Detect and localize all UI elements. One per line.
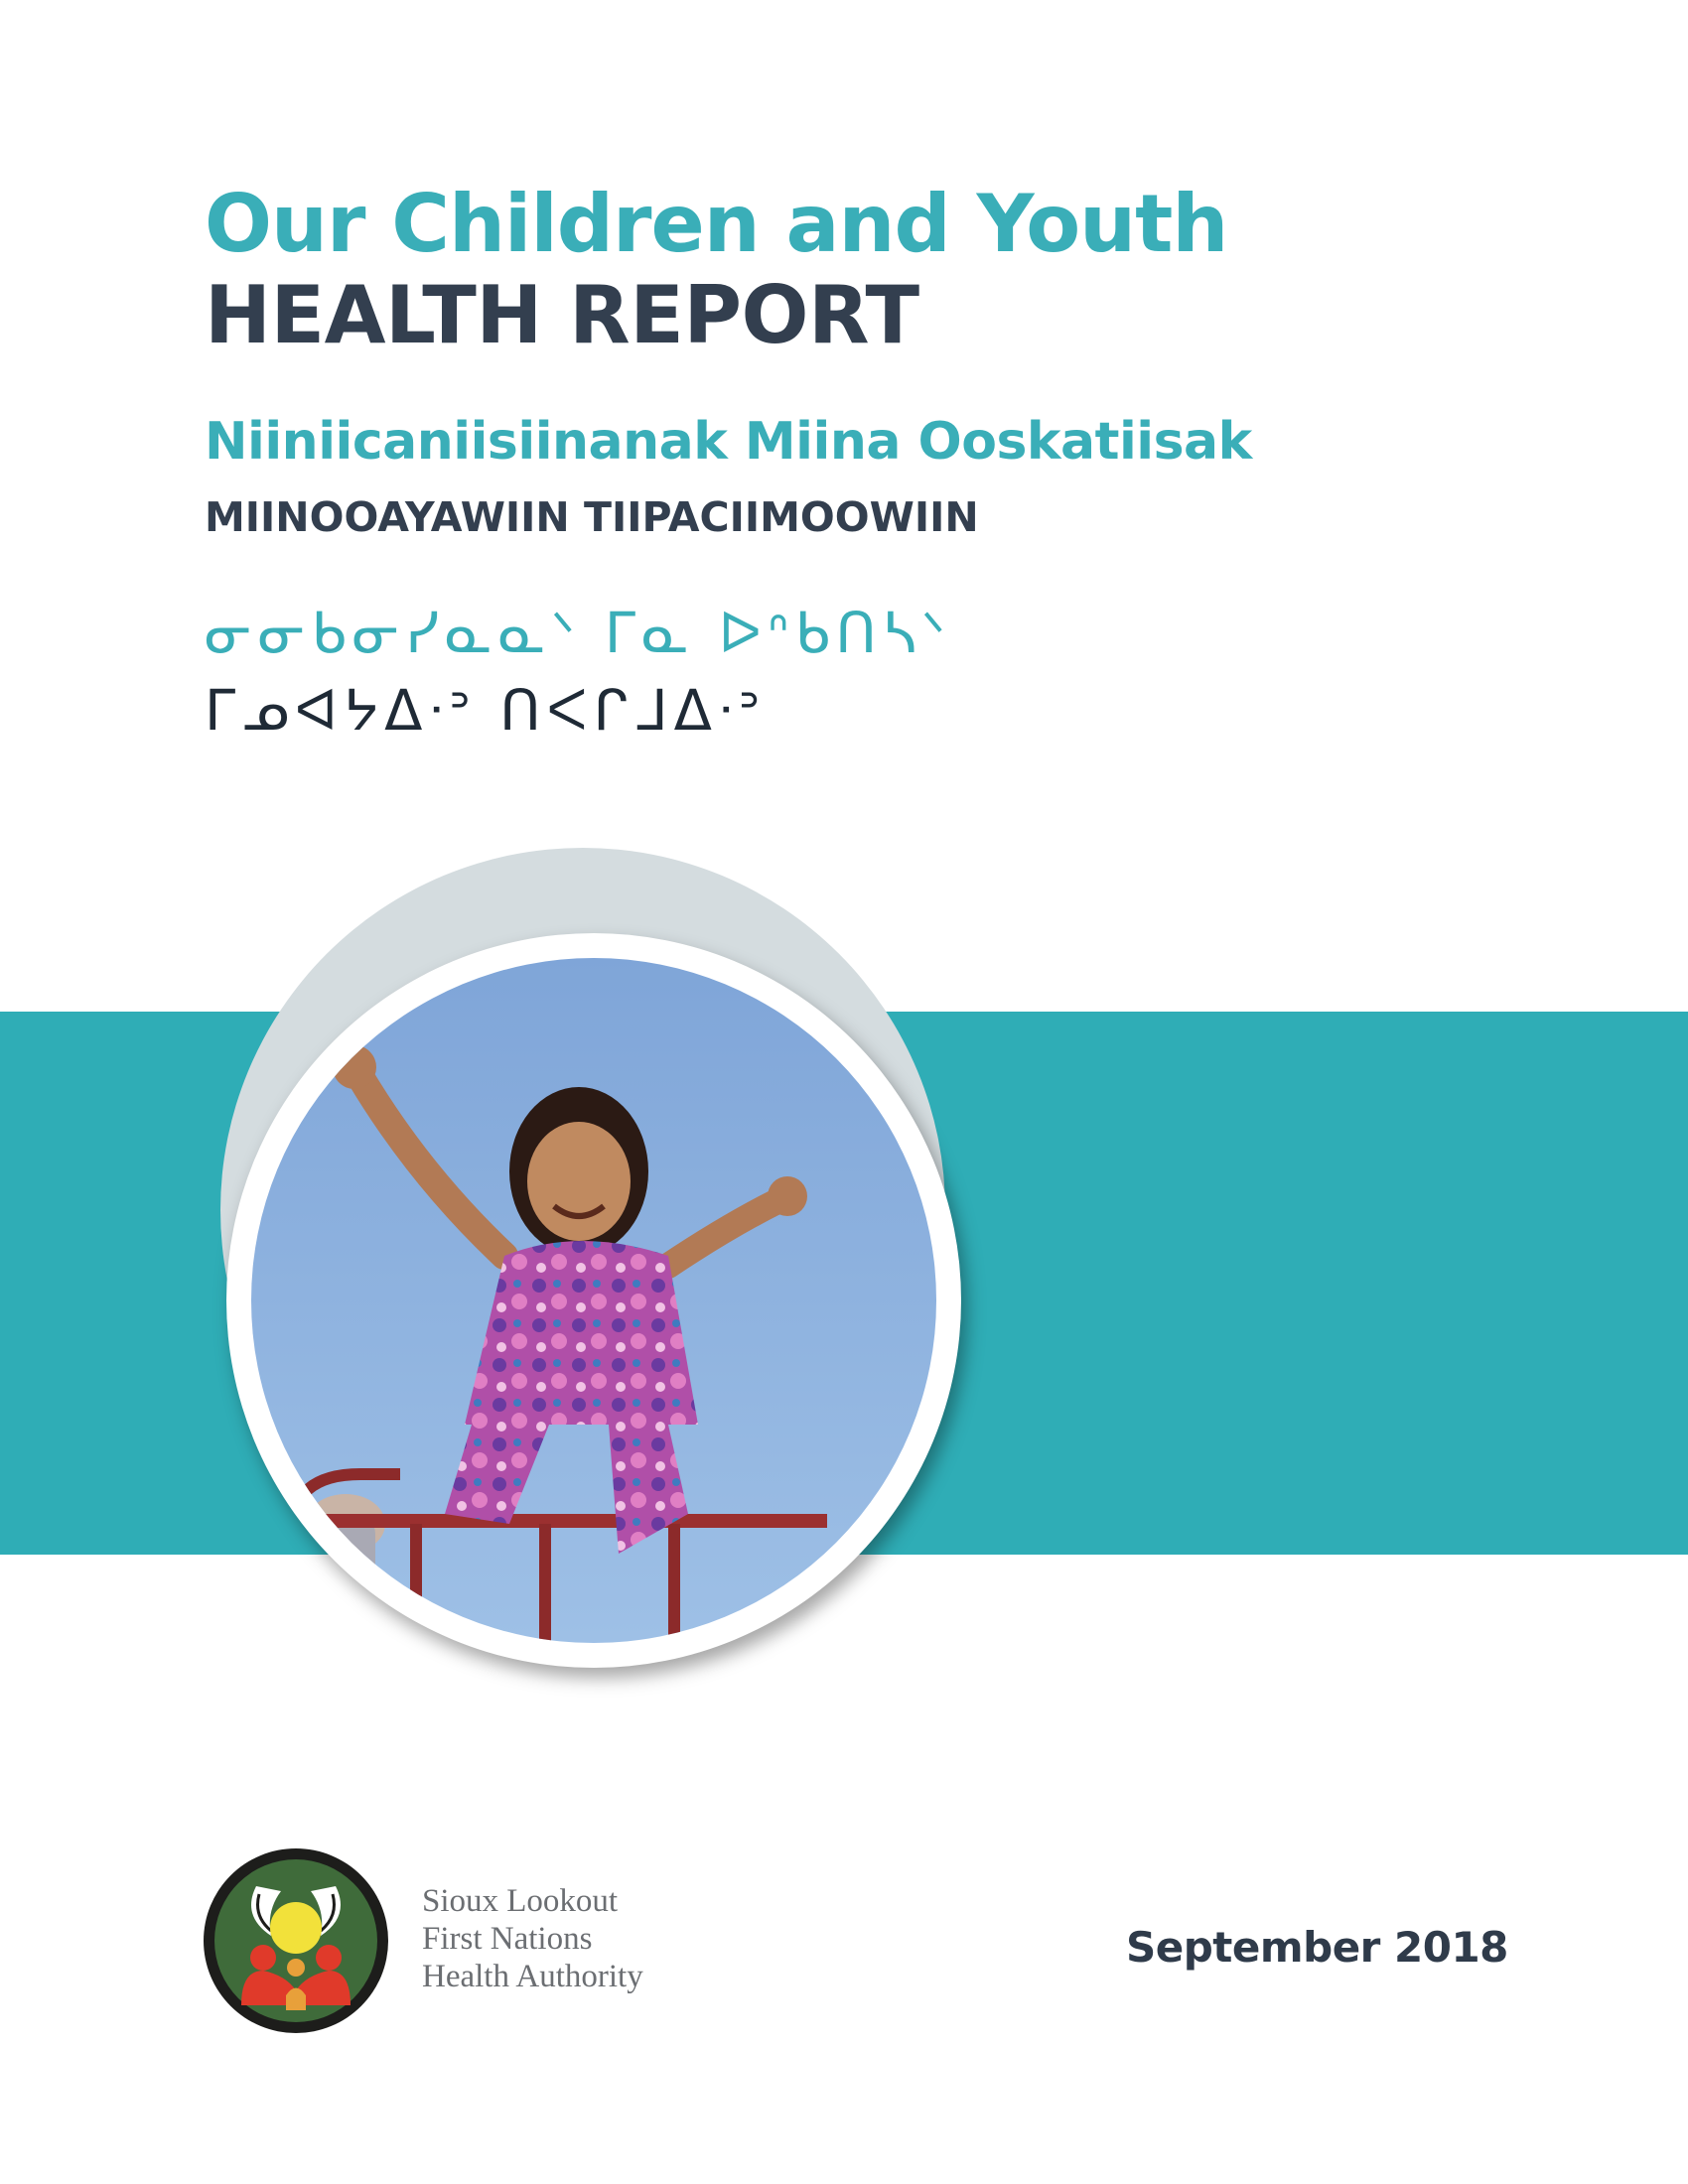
organization-name [422,1882,643,1995]
subtitle-ojibwe-line-2: MIINOOAYAWIIN TIIPACIIMOOWIIN [205,493,979,541]
syllabics-line-2: ᒥᓄᐊᔭᐃᐧᐣ ᑎᐸᒋᒧᐃᐧᐣ [205,679,767,744]
syllabics-line-1: ᓂᓂᑲᓂᓯᓇᓇᐠ ᒥᓇ ᐅᐢᑲᑎᓴᐠ [205,602,952,666]
organization-line-1: Sioux Lookout [422,1883,619,1919]
title-line-2: HEALTH REPORT [205,269,919,361]
cover-photo [251,958,936,1643]
report-title [205,179,1495,361]
publication-date: September 2018 [1126,1923,1508,1972]
title-line-1: Our Children and Youth [205,178,1228,270]
subtitle-ojibwe-line-1: Niiniicaniisiinanak Miina Ooskatiisak [205,412,1252,472]
organization-line-2: First Nations [422,1921,593,1957]
sioux-lookout-logo [202,1846,390,2035]
organization-line-3: Health Authority [422,1959,643,1994]
